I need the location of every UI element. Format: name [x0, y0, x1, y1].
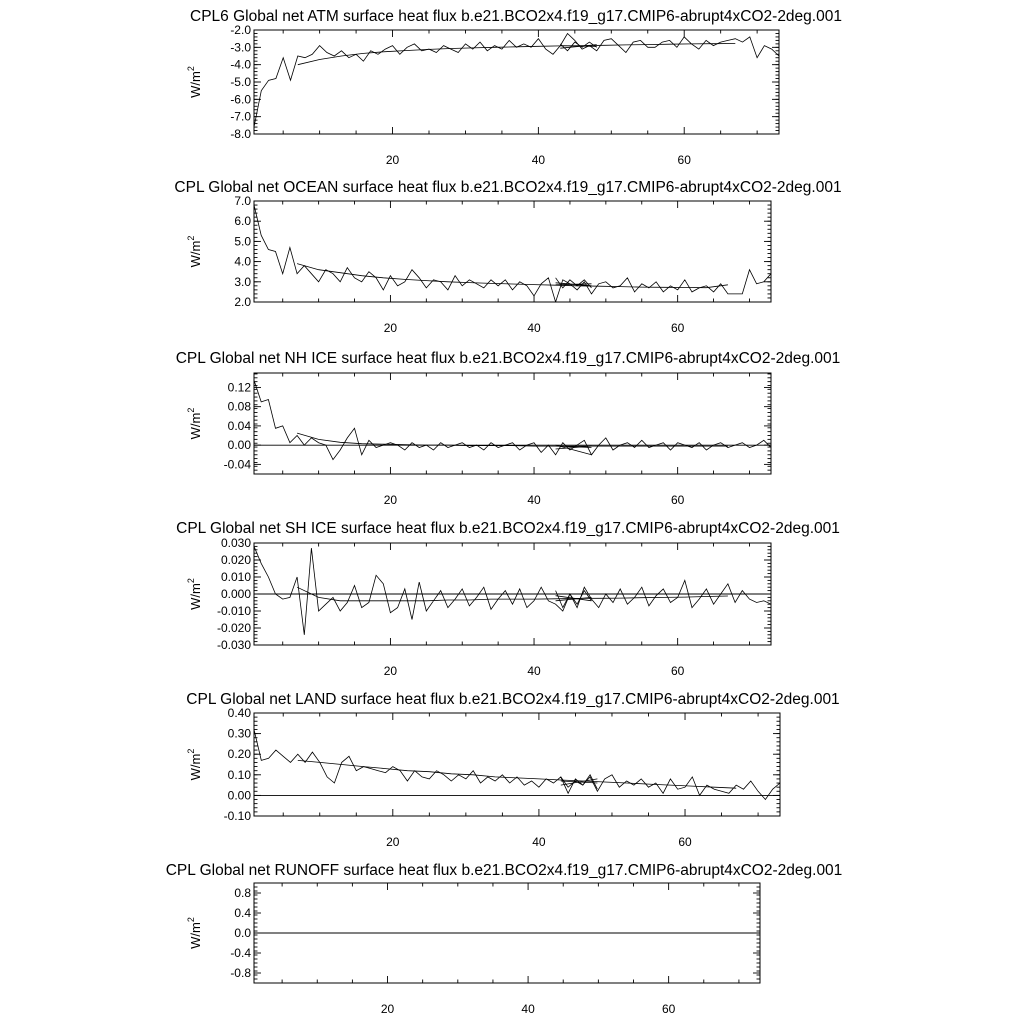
x-tick-label: 60: [670, 321, 685, 335]
y-tick-label: 0.04: [227, 418, 251, 433]
y-tick-label: -0.010: [216, 604, 251, 618]
y-axis-label: [186, 236, 203, 268]
y-tick-label: 0.4: [234, 906, 251, 920]
x-tick-label: 60: [677, 153, 691, 167]
chart-panel-1: [186, 8, 842, 167]
y-tick-label: 0.10: [227, 767, 251, 782]
x-tick-label: 20: [383, 321, 398, 335]
y-axis-label-unit: W/m: [188, 412, 203, 440]
y-tick-label: -4.0: [230, 57, 251, 72]
x-tick-label: 40: [521, 1002, 535, 1016]
x-tick-label: 20: [380, 1002, 395, 1016]
y-axis-label-superscript: 2: [186, 748, 196, 754]
chart-title: CPL Global net OCEAN surface heat flux b.e21.BCO2x4.f19_g17.CMIP6-abrupt4xCO2-2deg.001: [174, 179, 842, 196]
series-line-2: [297, 264, 728, 288]
y-tick-label: -3.0: [230, 40, 251, 55]
y-axis-label-superscript: 2: [186, 578, 196, 584]
plot-frame: [254, 713, 780, 816]
y-tick-label: 0.12: [227, 380, 251, 395]
x-tick-label: 20: [383, 493, 398, 507]
series-line-1: [254, 546, 771, 634]
y-tick-label: 0.20: [227, 747, 251, 762]
y-axis-label-unit: W/m: [188, 240, 203, 268]
y-axis-label: [186, 578, 203, 610]
y-tick-label: 0.00: [227, 438, 251, 453]
y-tick-label: 0.000: [220, 587, 251, 601]
plot-frame: [254, 373, 771, 474]
y-tick-label: -8.0: [230, 127, 251, 141]
chart-title: CPL6 Global net ATM surface heat flux b.e21.BCO2x4.f19_g17.CMIP6-abrupt4xCO2-2deg.001: [190, 8, 842, 25]
y-tick-label: -0.4: [230, 946, 251, 960]
y-tick-label: -5.0: [230, 75, 251, 89]
y-axis-label-unit: W/m: [188, 753, 203, 781]
y-tick-label: -2.0: [230, 23, 251, 37]
chart-panel-3: [176, 350, 841, 507]
series-line-1: [254, 730, 780, 800]
series-line-1: [254, 34, 779, 128]
plot-frame: [254, 201, 771, 302]
y-axis-label-unit: W/m: [188, 922, 203, 949]
y-tick-label: 0.30: [227, 726, 251, 741]
x-tick-label: 20: [386, 835, 400, 849]
y-tick-label: 4.0: [234, 254, 251, 269]
y-axis-label-superscript: 2: [186, 66, 196, 72]
y-tick-label: -6.0: [230, 92, 251, 107]
series-line-5: [561, 779, 598, 785]
x-tick-label: 40: [527, 493, 541, 507]
chart-title: CPL Global net LAND surface heat flux b.e21.BCO2x4.f19_g17.CMIP6-abrupt4xCO2-2deg.001: [186, 691, 840, 708]
series-line-2: [298, 760, 736, 788]
chart-panel-6: [166, 862, 843, 1016]
y-tick-label: -0.04: [223, 457, 251, 472]
y-axis-label-unit: W/m: [188, 583, 203, 610]
y-tick-label: 0.8: [234, 886, 251, 900]
chart-title: CPL Global net NH ICE surface heat flux b.e21.BCO2x4.f19_g17.CMIP6-abrupt4xCO2-2deg.001: [175, 350, 841, 367]
y-tick-label: -0.030: [216, 638, 251, 652]
x-tick-label: 60: [678, 835, 692, 849]
y-axis-label: [186, 749, 203, 781]
series-group: [254, 730, 780, 800]
y-tick-label: 0.020: [220, 553, 251, 567]
x-tick-label: 40: [532, 835, 546, 849]
x-tick-label: 20: [385, 153, 400, 167]
chart-title: CPL Global net RUNOFF surface heat flux b.e21.BCO2x4.f19_g17.CMIP6-abrupt4xCO2-2deg.001: [165, 862, 843, 879]
y-tick-label: 3.0: [234, 274, 251, 289]
y-tick-label: -0.10: [223, 809, 251, 823]
y-tick-label: -0.020: [216, 621, 251, 635]
x-tick-label: 40: [531, 153, 546, 167]
y-tick-label: 0.0: [234, 926, 251, 940]
y-tick-label: 2.0: [234, 295, 251, 309]
y-axis-label-superscript: 2: [186, 235, 196, 241]
y-tick-label: 5.0: [234, 234, 251, 249]
y-tick-label: -0.8: [230, 966, 251, 980]
y-tick-label: 0.010: [220, 570, 251, 584]
y-axis-label: [186, 408, 203, 440]
series-line-2: [297, 433, 728, 446]
x-tick-label: 60: [670, 493, 685, 507]
y-tick-label: 0.08: [227, 399, 251, 414]
series-group: [254, 546, 771, 634]
chart-panel-4: [176, 520, 840, 678]
y-axis-label-superscript: 2: [186, 407, 196, 413]
series-group: [254, 34, 779, 128]
y-tick-label: 6.0: [234, 214, 251, 229]
chart-title: CPL Global net SH ICE surface heat flux b.e21.BCO2x4.f19_g17.CMIP6-abrupt4xCO2-2deg.001: [176, 520, 840, 537]
chart-panel-2: [174, 179, 841, 335]
y-axis-label: [186, 66, 203, 98]
y-tick-label: 0.00: [227, 788, 251, 803]
y-tick-label: 7.0: [234, 194, 251, 208]
series-group: [254, 205, 771, 302]
series-line-1: [254, 380, 771, 459]
x-tick-label: 20: [383, 664, 398, 678]
x-tick-label: 40: [527, 664, 541, 678]
chart-panel-5: [186, 691, 840, 849]
x-tick-label: 60: [661, 1002, 676, 1016]
y-tick-label: 0.40: [227, 706, 251, 720]
y-tick-label: 0.030: [220, 536, 251, 550]
x-tick-label: 60: [670, 664, 685, 678]
x-tick-label: 40: [527, 321, 541, 335]
plot-frame: [254, 30, 779, 134]
y-axis-label-unit: W/m: [188, 71, 203, 98]
series-group: [254, 380, 771, 459]
y-axis-label-superscript: 2: [186, 917, 196, 923]
y-tick-label: -7.0: [230, 109, 251, 124]
y-axis-label: [186, 917, 203, 949]
